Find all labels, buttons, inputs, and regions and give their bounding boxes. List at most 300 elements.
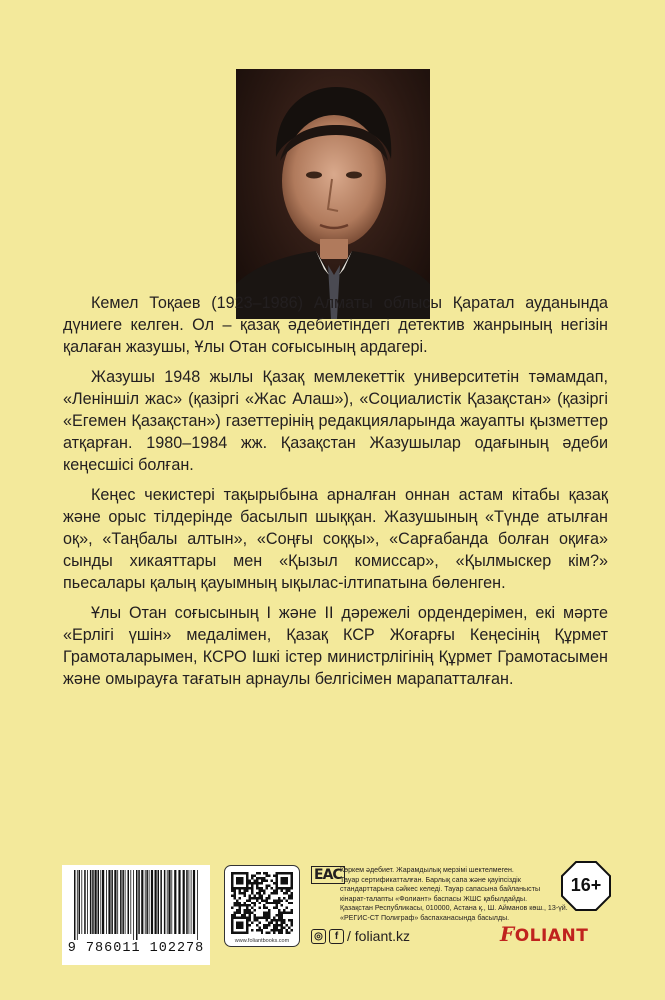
qr-module	[281, 917, 283, 919]
barcode-bar	[100, 870, 101, 934]
qr-module	[268, 897, 270, 899]
qr-module	[251, 884, 253, 886]
qr-url: www.foliantbooks.com	[234, 938, 290, 944]
qr-module	[278, 897, 280, 899]
qr-module	[256, 924, 258, 926]
barcode-bar	[111, 870, 113, 934]
age-rating	[560, 860, 612, 912]
qr-module	[273, 892, 275, 894]
qr-module	[268, 902, 270, 904]
qr-module	[248, 899, 250, 901]
qr-module	[253, 897, 255, 899]
qr-module	[273, 874, 275, 876]
qr-module	[256, 882, 258, 884]
qr-module	[291, 902, 293, 904]
barcode-bar	[141, 870, 143, 934]
qr-module	[263, 917, 265, 919]
qr-module	[276, 899, 278, 901]
qr-module	[273, 902, 275, 904]
author-portrait	[236, 69, 430, 319]
qr-module	[263, 924, 265, 926]
logo-text: OLIANT	[514, 926, 589, 946]
qr-module	[241, 904, 243, 906]
qr-module	[266, 899, 268, 901]
qr-module	[248, 912, 250, 914]
qr-module	[291, 894, 293, 896]
qr-module	[288, 919, 290, 921]
qr-module	[258, 877, 260, 879]
qr-module	[263, 872, 265, 874]
qr-module	[291, 897, 293, 899]
qr-module	[236, 912, 238, 914]
barcode-bar	[128, 870, 130, 934]
legal-line: Тауар сертификатталған. Барлық сапа және қауіпсіздік	[340, 875, 521, 884]
barcode-bar	[191, 870, 192, 934]
qr-module	[283, 919, 285, 921]
qr-module	[278, 912, 280, 914]
qr-module	[268, 922, 270, 924]
qr-module	[271, 887, 273, 889]
legal-info	[340, 866, 568, 924]
qr-module	[276, 919, 278, 921]
qr-module	[286, 929, 288, 931]
qr-module	[238, 892, 240, 894]
barcode-bar	[138, 870, 140, 934]
qr-module	[246, 907, 248, 909]
qr-module	[291, 919, 293, 921]
barcode-bar	[167, 870, 168, 934]
qr-module	[258, 897, 260, 899]
author-biography	[63, 292, 608, 698]
qr-module	[253, 894, 255, 896]
qr-module	[248, 917, 250, 919]
qr-module	[233, 912, 235, 914]
qr-module	[258, 887, 260, 889]
qr-module	[243, 892, 245, 894]
qr-module	[278, 902, 280, 904]
qr-module	[261, 929, 263, 931]
qr-module	[283, 897, 285, 899]
social-handle: / foliant.kz	[347, 928, 411, 944]
qr-module	[266, 912, 268, 914]
legal-line: Қазақстан Республикасы, 010000, Астана қ., Ш. Айманов көш., 13-үй.	[340, 904, 568, 913]
qr-module	[243, 912, 245, 914]
barcode-bar	[178, 870, 180, 934]
qr-module	[291, 892, 293, 894]
qr-module	[286, 892, 288, 894]
qr-module	[261, 887, 263, 889]
qr-module	[243, 909, 245, 911]
qr-module	[266, 932, 268, 934]
qr-module	[286, 907, 288, 909]
qr-module	[268, 874, 270, 876]
qr-module	[273, 932, 275, 934]
qr-module	[263, 892, 265, 894]
qr-module	[281, 899, 283, 901]
barcode-bar	[174, 870, 176, 934]
qr-module	[248, 897, 250, 899]
barcode-bar	[81, 870, 82, 934]
qr-module	[278, 932, 280, 934]
qr-module	[268, 894, 270, 896]
qr-module	[276, 904, 278, 906]
qr-module	[261, 917, 263, 919]
barcode-bar	[149, 870, 150, 934]
qr-module	[276, 889, 278, 891]
qr-module	[248, 887, 250, 889]
qr-module	[258, 917, 260, 919]
qr-module	[268, 912, 270, 914]
qr-module	[288, 912, 290, 914]
instagram-icon: ◎	[311, 929, 326, 944]
qr-module	[236, 922, 243, 929]
barcode-bar	[186, 870, 188, 934]
legal-line: «РЕГИС-СТ Полиграф» баспаханасында басылды.	[340, 913, 510, 922]
barcode-bar	[79, 870, 81, 934]
qr-module	[286, 932, 288, 934]
barcode-bar	[133, 870, 134, 940]
barcode-bar	[90, 870, 92, 934]
qr-module	[238, 909, 240, 911]
qr-module	[251, 929, 253, 931]
qr-module	[251, 874, 253, 876]
qr-module	[266, 872, 268, 874]
age-rating-label: 16+	[570, 875, 602, 895]
qr-module	[283, 909, 285, 911]
qr-module	[273, 882, 275, 884]
barcode-bar	[106, 870, 107, 934]
qr-module	[266, 924, 268, 926]
qr-module	[248, 904, 250, 906]
qr-module	[243, 894, 245, 896]
legal-line: стандарттарына сәйкес келеді. Тауар сапасына байланысты	[340, 885, 541, 894]
qr-module	[263, 889, 265, 891]
qr-module	[261, 879, 263, 881]
qr-module	[288, 927, 290, 929]
qr-module	[271, 919, 273, 921]
qr-module	[281, 889, 283, 891]
barcode-bar	[74, 870, 76, 940]
qr-module	[243, 889, 245, 891]
qr-module	[238, 902, 240, 904]
qr-module	[248, 914, 250, 916]
qr-module	[246, 912, 248, 914]
qr-module	[256, 884, 258, 886]
portrait-image	[236, 69, 430, 319]
qr-module	[253, 904, 255, 906]
qr-module	[273, 899, 275, 901]
qr-module	[268, 924, 270, 926]
barcode-bar	[183, 870, 185, 934]
qr-module	[231, 914, 233, 916]
qr-module	[281, 929, 283, 931]
qr-module	[273, 919, 275, 921]
qr-module	[281, 904, 283, 906]
qr-module	[286, 912, 288, 914]
qr-module	[251, 912, 253, 914]
qr-module	[261, 894, 263, 896]
barcode-bars	[72, 870, 200, 940]
qr-module	[283, 927, 285, 929]
qr-module	[256, 877, 258, 879]
qr-module	[248, 919, 250, 921]
qr-module	[233, 897, 235, 899]
qr-module	[276, 902, 278, 904]
qr-module	[246, 889, 248, 891]
qr-module	[251, 897, 253, 899]
qr-module	[258, 894, 260, 896]
barcode-bar	[102, 870, 104, 934]
qr-module	[261, 932, 263, 934]
qr-module	[248, 909, 250, 911]
qr-module	[281, 922, 283, 924]
qr-module	[258, 929, 260, 931]
barcode-bar	[125, 870, 126, 934]
qr-module	[291, 912, 293, 914]
qr-module	[233, 902, 235, 904]
qr-module	[238, 912, 240, 914]
qr-module	[283, 892, 285, 894]
barcode-bar	[189, 870, 190, 934]
qr-module	[276, 929, 278, 931]
qr-module	[238, 904, 240, 906]
qr-module	[261, 897, 263, 899]
qr-module	[268, 917, 270, 919]
qr-module	[281, 919, 283, 921]
barcode-bar	[120, 870, 122, 934]
qr-module	[288, 894, 290, 896]
qr-module	[238, 907, 240, 909]
qr-module	[256, 892, 258, 894]
qr-module	[258, 922, 260, 924]
qr-module	[236, 899, 238, 901]
qr-module	[253, 902, 255, 904]
qr-module	[271, 922, 273, 924]
barcode-bar	[95, 870, 97, 934]
qr-module	[263, 912, 265, 914]
qr-module	[278, 929, 280, 931]
qr-module	[263, 914, 265, 916]
bio-paragraph: Жазушы 1948 жылы Қазақ мемлекеттік университетін тәмамдап, «Леніншіл жас» (қазіргі «Жас Алаш»), «Социалистік Қазақстан» (қазіргі «Егемен Қазақстан») газеттерінің редакцияларында жауапты қызметтер атқарған. 1980–1984 жж. Қазақстан Жазушылар одағының әдеби кеңесшісі болған.	[63, 368, 608, 474]
qr-module	[273, 907, 275, 909]
qr-module	[291, 922, 293, 924]
barcode-bar	[193, 870, 195, 934]
qr-module	[233, 914, 235, 916]
qr-module	[291, 924, 293, 926]
qr-module	[243, 902, 245, 904]
qr-module	[251, 889, 253, 891]
qr-module	[256, 899, 258, 901]
qr-module	[231, 889, 233, 891]
qr-module	[241, 892, 243, 894]
qr-module	[246, 909, 248, 911]
qr-module	[271, 879, 273, 881]
qr-module	[291, 909, 293, 911]
qr-module	[266, 917, 268, 919]
qr-module	[253, 879, 255, 881]
qr-module	[261, 882, 263, 884]
qr-module	[286, 924, 288, 926]
qr-module	[276, 924, 278, 926]
qr-module	[248, 894, 250, 896]
qr-module	[236, 909, 238, 911]
qr-module	[276, 892, 278, 894]
barcode-bar	[77, 870, 78, 940]
qr-code	[224, 865, 300, 947]
barcode-bar	[87, 870, 88, 934]
barcode-bar	[171, 870, 172, 934]
qr-module	[278, 899, 280, 901]
qr-module	[258, 889, 260, 891]
qr-module	[251, 877, 253, 879]
qr-module	[251, 902, 253, 904]
qr-module	[253, 914, 255, 916]
qr-module	[266, 907, 268, 909]
qr-module	[258, 902, 260, 904]
qr-module	[256, 887, 258, 889]
qr-module	[283, 912, 285, 914]
qr-module	[276, 907, 278, 909]
qr-module	[271, 929, 273, 931]
qr-module	[256, 917, 258, 919]
barcode-bar	[197, 870, 198, 940]
barcode-bar	[151, 870, 153, 934]
qr-module	[256, 919, 258, 921]
qr-module	[278, 917, 280, 919]
qr-module	[256, 929, 258, 931]
qr-module	[266, 874, 268, 876]
qr-module	[273, 917, 275, 919]
barcode-bar	[114, 870, 116, 934]
qr-module	[253, 917, 255, 919]
qr-module	[266, 927, 268, 929]
qr-module	[268, 914, 270, 916]
qr-module	[251, 907, 253, 909]
qr-module	[238, 897, 240, 899]
qr-module	[251, 887, 253, 889]
qr-module	[278, 914, 280, 916]
barcode-bar	[158, 870, 160, 934]
qr-module	[233, 904, 235, 906]
qr-module	[241, 914, 243, 916]
qr-module	[288, 897, 290, 899]
qr-module	[243, 904, 245, 906]
qr-module	[231, 907, 233, 909]
qr-module	[281, 924, 283, 926]
qr-module	[256, 872, 258, 874]
qr-module	[258, 882, 260, 884]
qr-module	[268, 932, 270, 934]
qr-module	[248, 882, 250, 884]
qr-module	[238, 889, 240, 891]
barcode-bar	[164, 870, 166, 934]
qr-module	[253, 882, 255, 884]
social-links	[311, 928, 410, 944]
qr-module	[261, 877, 263, 879]
facebook-icon: f	[329, 929, 344, 944]
qr-module	[256, 897, 258, 899]
qr-module	[263, 904, 265, 906]
qr-module	[243, 914, 245, 916]
barcode-bar	[98, 870, 100, 934]
qr-module	[281, 914, 283, 916]
qr-module	[266, 879, 268, 881]
isbn-barcode	[62, 865, 210, 965]
qr-module	[246, 904, 248, 906]
barcode-bar	[160, 870, 162, 934]
qr-module	[273, 924, 275, 926]
eac-label: EAC	[311, 866, 345, 884]
qr-module	[263, 927, 265, 929]
qr-module	[268, 909, 270, 911]
qr-module	[246, 899, 248, 901]
qr-module	[236, 902, 238, 904]
qr-module	[288, 889, 290, 891]
qr-module	[271, 892, 273, 894]
qr-module	[263, 899, 265, 901]
qr-module	[261, 899, 263, 901]
qr-module	[273, 889, 275, 891]
qr-module	[248, 924, 250, 926]
qr-module	[268, 884, 270, 886]
bio-paragraph: Кеңес чекистері тақырыбына арналған оннан астам кітабы қазақ және орыс тілдерінде басылып шыққан. Жазушының «Түнде атылған оқ», «Таңбалы алтын», «Соңғы соққы», «Сарғабанда болған оқиға» сынды хикаяттары мен «Қызыл комиссар», «Қылмыскер кім?» пьесалары қалың қауымның ықылас-ілтипатына бөленген.	[63, 486, 608, 592]
publisher-logo	[500, 922, 588, 946]
qr-module	[261, 889, 263, 891]
legal-line: Көркем әдебиет. Жарамдылық мерзімі шектелмеген.	[340, 866, 514, 874]
qr-module	[281, 932, 283, 934]
qr-module	[251, 922, 253, 924]
qr-module	[266, 897, 268, 899]
barcode-bar	[84, 870, 86, 934]
bio-paragraph: Кемел Тоқаев (1923–1986) Алматы облысы Қаратал ауданында дүниеге келген. Ол – қазақ әдебиетіндегі детектив жанрының негізін қалаған жазушы, Ұлы Отан соғысының ардагері.	[63, 294, 608, 356]
qr-module	[266, 884, 268, 886]
barcode-bar	[136, 870, 138, 940]
barcode-bar	[92, 870, 94, 934]
qr-module	[236, 904, 238, 906]
qr-module	[253, 919, 255, 921]
qr-module	[286, 889, 288, 891]
qr-code-icon	[231, 872, 293, 934]
qr-module	[258, 892, 260, 894]
qr-module	[266, 887, 268, 889]
qr-module	[251, 882, 253, 884]
qr-module	[273, 929, 275, 931]
qr-module	[253, 874, 255, 876]
qr-module	[266, 902, 268, 904]
qr-module	[258, 927, 260, 929]
qr-module	[258, 907, 260, 909]
qr-module	[276, 914, 278, 916]
qr-module	[291, 929, 293, 931]
qr-module	[266, 914, 268, 916]
qr-module	[256, 879, 258, 881]
qr-module	[276, 922, 278, 924]
barcode-digits: 9 786011 102278	[67, 941, 205, 956]
qr-module	[278, 919, 280, 921]
qr-module	[263, 879, 265, 881]
qr-module	[283, 922, 285, 924]
barcode-bar	[122, 870, 124, 934]
qr-module	[288, 902, 290, 904]
qr-module	[233, 889, 235, 891]
barcode-bar	[108, 870, 110, 934]
qr-module	[281, 877, 288, 884]
barcode-bar	[117, 870, 118, 934]
barcode-bar	[130, 870, 131, 934]
qr-module	[258, 872, 260, 874]
qr-module	[231, 894, 233, 896]
qr-module	[233, 894, 235, 896]
